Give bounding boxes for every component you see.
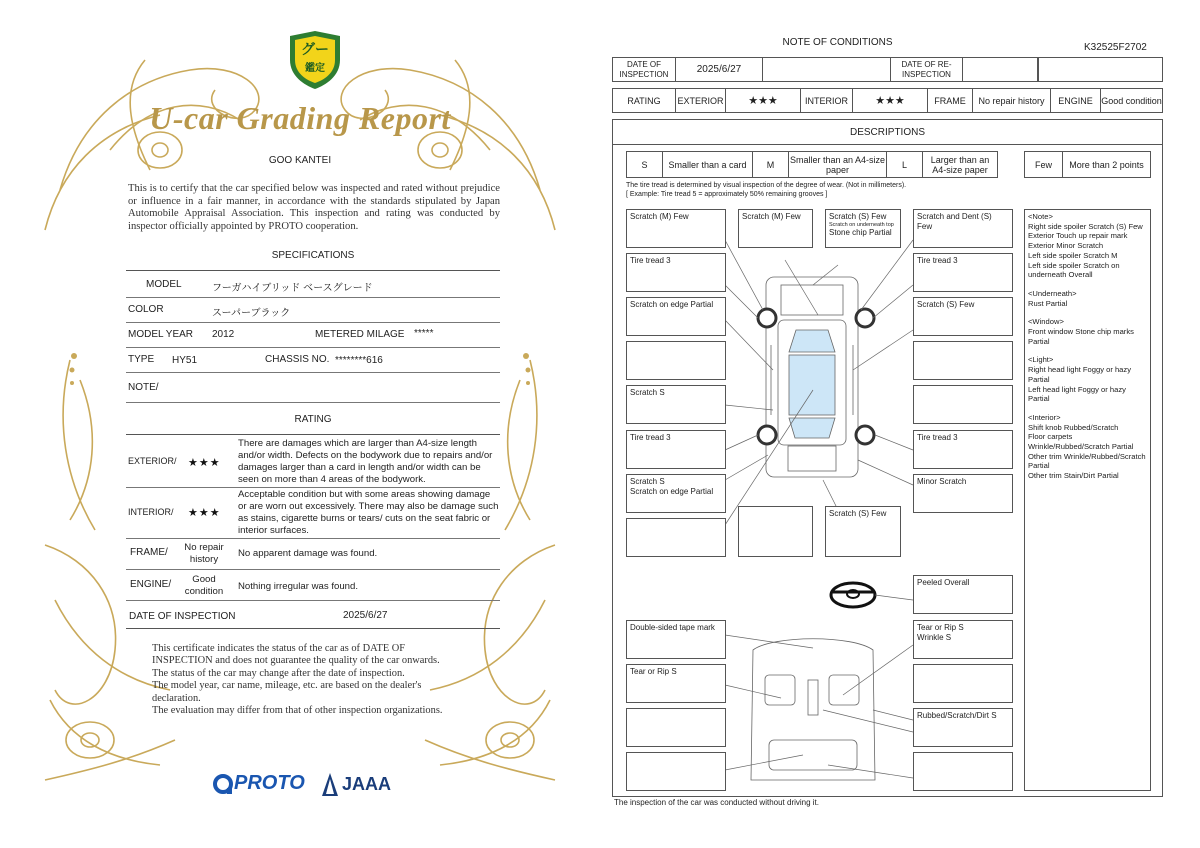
condition-box	[626, 341, 726, 380]
badge-line-1: グー	[301, 41, 329, 57]
condition-text: Tire tread 3	[630, 256, 671, 265]
model-year-value: 2012	[212, 329, 235, 340]
exterior-label: EXTERIOR	[676, 89, 726, 112]
note-line: Other trim Wrinkle/Rubbed/Scratch Partial	[1028, 451, 1146, 471]
condition-box	[913, 708, 1013, 747]
engine-label: ENGINE	[1051, 89, 1101, 112]
condition-text: Tear or Rip S	[630, 667, 677, 676]
engine-description: Nothing irregular was found.	[238, 581, 358, 592]
note-spacer	[1028, 308, 1147, 317]
condition-box	[626, 664, 726, 703]
divider	[126, 434, 500, 435]
condition-text: Tire tread 3	[917, 256, 958, 265]
empty-cell	[1038, 58, 1162, 81]
disclaimer-line: INSPECTION and does not guarantee the quality of the car onwards.	[152, 655, 440, 667]
disclaimer-line: The evaluation may differ from that of other inspection organizations.	[152, 705, 443, 717]
interior-label: INTERIOR/	[128, 507, 174, 517]
divider	[126, 322, 500, 323]
interior-label: INTERIOR	[801, 89, 853, 112]
condition-box	[626, 253, 726, 292]
condition-box	[913, 430, 1013, 469]
chassis-value: ********616	[335, 355, 383, 366]
interior-stars: ★★★	[188, 507, 221, 519]
condition-text: Tire tread 3	[917, 433, 958, 442]
date-of-inspection-value: 2025/6/27	[343, 610, 388, 621]
condition-box	[626, 474, 726, 513]
condition-text: Stone chip Partial	[829, 228, 892, 237]
model-year-label: MODEL YEAR	[128, 329, 194, 340]
engine-value: Good condition	[184, 574, 224, 597]
goo-kantei-badge	[286, 30, 344, 90]
type-value: HY51	[172, 355, 198, 366]
certification-intro: This is to certify that the car specified below was inspected and rated without prejudice or influence in a fair manner, in accordance with the standards stipulated by Japan Automobile Appraisal Association. This inspection and rating was conducted by inspector officially appointed by PROTO cooperation.	[128, 183, 500, 232]
date-of-inspection-value: 2025/6/27	[676, 58, 763, 81]
rating-heading: RATING	[294, 414, 332, 425]
condition-text: Scratch (M) Few	[742, 212, 801, 221]
color-label: COLOR	[128, 304, 164, 315]
sheet-title: NOTE OF CONDITIONS	[782, 37, 893, 48]
inspection-footer-note: The inspection of the car was conducted without driving it.	[614, 798, 819, 807]
exterior-description: There are damages which are larger than A4-size length and/or width. Defects on the bodywork due to repairs and/or damages larger than a card in length and/or width can be seen on more than 4 areas of the bodywork.	[238, 438, 493, 485]
proto-mark-icon	[212, 772, 234, 796]
date-of-inspection-label: DATE OF INSPECTION	[613, 58, 676, 81]
note-line: Floor carpets Wrinkle/Rubbed/Scratch Partial	[1028, 432, 1134, 452]
condition-box	[913, 474, 1013, 513]
divider	[126, 569, 500, 570]
divider	[126, 487, 500, 488]
condition-box	[626, 209, 726, 248]
condition-text: Tear or Rip S	[917, 623, 964, 632]
jaaa-logo	[320, 772, 400, 798]
disclaimer-line: declaration.	[152, 692, 201, 704]
empty-cell	[963, 58, 1038, 81]
note-spacer	[1028, 346, 1147, 355]
tire-note-line: The tire tread is determined by visual inspection of the degree of wear. (Not in millimeters).	[626, 182, 907, 189]
condition-text: Peeled Overall	[917, 578, 970, 587]
divider	[126, 402, 500, 403]
descriptions-heading: DESCRIPTIONS	[613, 120, 1162, 145]
proto-logo-text: PROTO	[234, 772, 305, 794]
condition-box	[913, 209, 1013, 248]
condition-text: Scratch (S) Few	[829, 212, 887, 221]
divider	[1038, 58, 1039, 81]
exterior-stars: ★★★	[188, 457, 221, 469]
badge-line-2: 鑑定	[305, 63, 325, 74]
color-value: スーパーブラック	[212, 308, 291, 319]
divider	[126, 538, 500, 539]
condition-box	[913, 752, 1013, 791]
note-line: Shift knob Rubbed/Scratch	[1028, 422, 1119, 432]
reference-number: K32525F2702	[1084, 42, 1147, 53]
type-label: TYPE	[128, 354, 155, 365]
rating-row	[612, 88, 1163, 113]
condition-box	[626, 752, 726, 791]
note-line: <Note>	[1028, 212, 1053, 221]
condition-box	[626, 430, 726, 469]
condition-box	[738, 506, 813, 557]
condition-box	[913, 385, 1013, 424]
legend-text-m: Smaller than an A4-size paper	[789, 152, 887, 177]
exterior-label: EXTERIOR/	[128, 456, 177, 466]
tire-note-line: [ Example: Tire tread 5 = approximately 50% remaining grooves ]	[626, 191, 828, 198]
note-line: Left head light Foggy or hazy Partial	[1028, 384, 1126, 404]
interior-stars: ★★★	[853, 89, 928, 112]
note-line: Rust Partial	[1028, 298, 1068, 308]
condition-box	[626, 620, 726, 659]
note-label: NOTE/	[128, 382, 159, 393]
note-line: <Interior>	[1028, 412, 1061, 422]
condition-box	[913, 341, 1013, 380]
model-value: フーガハイブリッド ベースグレード	[212, 283, 373, 294]
condition-text: Scratch on edge Partial	[630, 487, 714, 496]
frame-value: No repair history	[184, 542, 224, 565]
note-line: Right head light Foggy or hazy Partial	[1028, 365, 1131, 384]
date-of-inspection-label: DATE OF INSPECTION	[129, 611, 236, 622]
condition-text: Scratch (M) Few	[630, 212, 689, 221]
condition-text: Rubbed/Scratch/Dirt S	[917, 711, 997, 720]
condition-text: Wrinkle S	[917, 633, 952, 642]
specifications-heading: SPECIFICATIONS	[271, 250, 355, 261]
engine-value: Good condition	[1101, 95, 1162, 106]
legend-text-s: Smaller than a card	[663, 152, 753, 177]
mileage-value: *****	[414, 328, 434, 339]
disclaimer-line: This certificate indicates the status of the car as of DATE OF	[152, 643, 406, 654]
divider	[126, 270, 500, 271]
note-line: Left side spoiler Scratch M	[1028, 250, 1118, 260]
condition-text-small: Scratch on underneath top	[829, 222, 894, 228]
note-line: Other trim Stain/Dirt Partial	[1028, 471, 1119, 481]
condition-box	[913, 664, 1013, 703]
note-line: Left side spoiler Scratch on underneath Overall	[1028, 260, 1120, 280]
engine-label: ENGINE/	[130, 579, 172, 590]
note-line: <Light>	[1028, 355, 1054, 365]
legend-code-m: M	[753, 152, 789, 177]
condition-box	[913, 620, 1013, 659]
mileage-label: METERED MILAGE	[315, 329, 405, 340]
condition-text: Minor Scratch	[917, 477, 967, 486]
frame-label: FRAME	[928, 89, 973, 112]
condition-box	[825, 506, 901, 557]
report-subtitle: GOO KANTEI	[268, 155, 332, 166]
divider	[126, 600, 500, 601]
condition-text: Scratch on edge Partial	[630, 300, 714, 309]
jaaa-logo-text: JAAA	[342, 774, 392, 794]
condition-box	[626, 385, 726, 424]
divider	[126, 372, 500, 373]
legend-code-s: S	[627, 152, 663, 177]
legend-code-few: Few	[1025, 152, 1063, 177]
condition-text: Scratch (S) Few	[829, 509, 887, 518]
condition-box	[913, 575, 1013, 614]
legend-code-l: L	[887, 152, 923, 177]
note-line: <Window>	[1028, 317, 1064, 327]
disclaimer-line: The status of the car may change after the date of inspection.	[152, 667, 405, 679]
date-of-reinspection-label: DATE OF RE-INSPECTION	[891, 58, 963, 81]
condition-box	[825, 209, 901, 248]
report-title: U-car Grading Report	[149, 100, 451, 136]
jaaa-mark-icon	[320, 772, 340, 798]
divider	[126, 347, 500, 348]
rating-label: RATING	[613, 89, 676, 112]
condition-box	[626, 297, 726, 336]
note-line: Exterior Minor Scratch	[1028, 241, 1104, 251]
interior-description: Acceptable condition but with some areas showing damage or are worn out excessively. There may also be damage such as stains, cigarette burns or tears/ cuts on the seat fabric or interior surfaces.	[238, 489, 499, 536]
note-line: Exterior Touch up repair mark	[1028, 231, 1128, 241]
divider	[126, 297, 500, 298]
legend-text-few: More than 2 points	[1069, 159, 1144, 170]
frame-label: FRAME/	[130, 547, 168, 558]
note-line: <Underneath>	[1028, 288, 1077, 298]
condition-box	[913, 297, 1013, 336]
condition-text: Scratch S	[630, 388, 665, 397]
legend-text-l: Larger than an A4-size paper	[930, 154, 990, 175]
note-line: Right side spoiler Scratch (S) Few	[1028, 221, 1143, 231]
note-of-conditions-sheet	[600, 0, 1200, 848]
condition-text: Tire tread 3	[630, 433, 671, 442]
exterior-stars: ★★★	[726, 89, 801, 112]
note-spacer	[1028, 404, 1147, 413]
condition-text: Scratch and Dent (S) Few	[917, 212, 992, 231]
condition-box	[738, 209, 813, 248]
divider	[126, 628, 500, 629]
frame-value: No repair history	[973, 89, 1051, 112]
condition-box	[626, 708, 726, 747]
model-label: MODEL	[146, 279, 182, 290]
proto-logo	[212, 772, 312, 798]
note-line: Front window Stone chip marks Partial	[1028, 327, 1134, 346]
empty-cell	[763, 58, 891, 81]
condition-box	[913, 253, 1013, 292]
frame-description: No apparent damage was found.	[238, 548, 378, 559]
disclaimer-line: The model year, car name, mileage, etc. are based on the dealer's	[152, 680, 422, 692]
condition-box	[626, 518, 726, 557]
descriptions-panel	[612, 119, 1163, 797]
condition-text: Scratch S	[630, 477, 665, 486]
condition-text: Scratch (S) Few	[917, 300, 975, 309]
disclaimer	[152, 643, 492, 717]
chassis-label: CHASSIS NO.	[265, 354, 330, 365]
condition-text: Double-sided tape mark	[630, 623, 715, 632]
inspection-dates-row	[612, 57, 1163, 82]
notes-panel	[1024, 209, 1151, 791]
note-spacer	[1028, 280, 1147, 289]
